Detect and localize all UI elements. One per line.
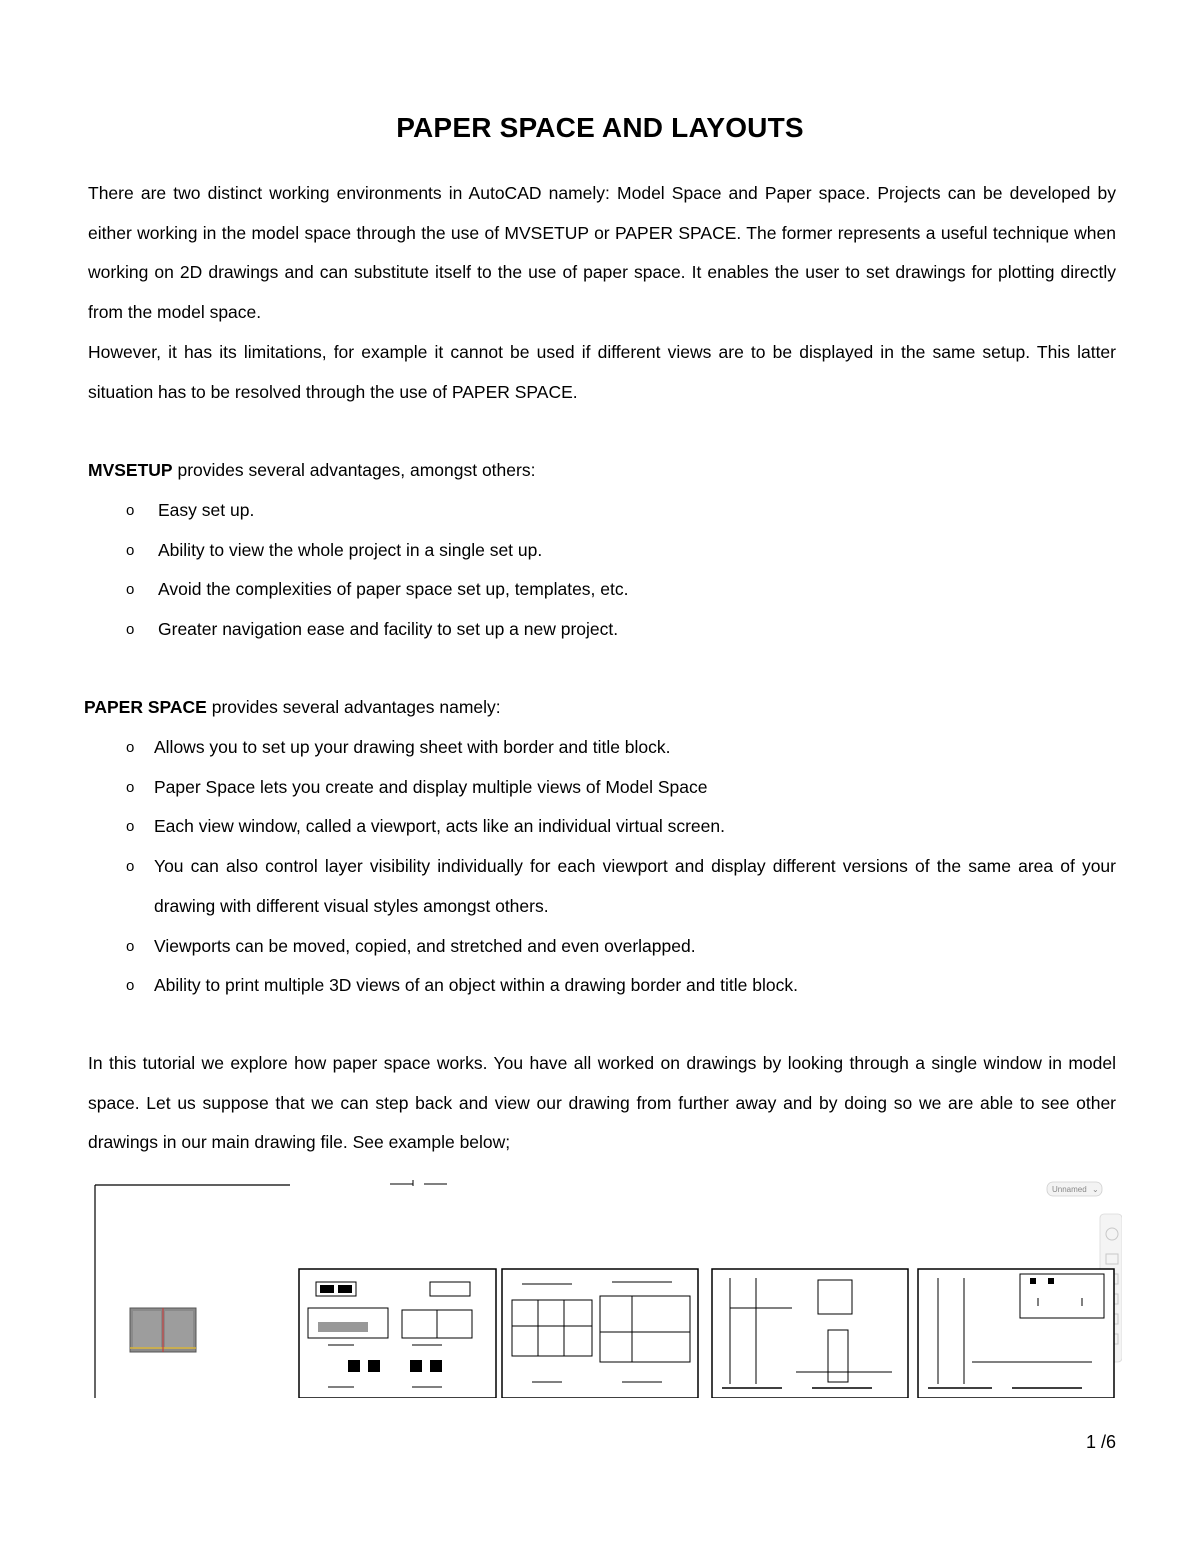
list-item: o Easy set up.	[126, 491, 1116, 531]
page-number: 1 /6	[1085, 1432, 1116, 1452]
mvsetup-heading	[88, 451, 535, 491]
paper-space-advantages-list	[126, 728, 1116, 1006]
paper-space-heading-text: provides several advantages namely:	[206, 697, 501, 717]
bullet-icon: o	[126, 937, 135, 955]
list-item: o Paper Space lets you create and display multiple views of Model Space	[126, 768, 1116, 808]
bullet-icon: o	[126, 541, 135, 559]
list-item: o Ability to print multiple 3D views of an object within a drawing border and title block.	[126, 966, 1116, 1006]
paper-space-heading-bold: PAPER SPACE	[84, 697, 207, 717]
svg-text:⌄: ⌄	[1092, 1185, 1099, 1194]
drawing-sheet-1	[299, 1269, 496, 1398]
bullet-icon: o	[126, 739, 135, 756]
paper-space-heading	[84, 688, 501, 728]
intro-paragraph-1: There are two distinct working environments in AutoCAD namely: Model Space and Paper space. Projects can be developed by either working in the model space through the use of MVSETUP or PAPER SPACE. The former represents a useful technique when working on 2D drawings and can substitute itself to the use of paper space. It enables the user to set drawings for plotting directly from the model space.	[88, 183, 1116, 323]
intro-paragraph-2: However, it has its limitations, for example it cannot be used if different views are to be displayed in the same setup. This latter situation has to be resolved through the use of PAPER SPACE.	[88, 342, 1116, 402]
bullet-icon: o	[126, 977, 135, 995]
bullet-icon: o	[126, 818, 135, 836]
drawing-sheet-4	[918, 1269, 1114, 1398]
list-item: o Each view window, called a viewport, acts like an individual virtual screen.	[126, 807, 1116, 847]
list-item: o Greater navigation ease and facility to set up a new project.	[126, 610, 1116, 650]
mvsetup-heading-text: provides several advantages, amongst others:	[172, 460, 536, 480]
bullet-icon: o	[126, 581, 135, 599]
list-item: o Ability to view the whole project in a single set up.	[126, 531, 1116, 571]
tutorial-paragraph: In this tutorial we explore how paper space works. You have all worked on drawings by looking through a single window in model space. Let us suppose that we can step back and view our drawing from further away and by doing so we are able to see other drawings in our main drawing file. See example below;	[88, 1053, 1116, 1153]
bullet-icon: o	[126, 778, 135, 796]
list-item: o Allows you to set up your drawing sheet with border and title block.	[126, 728, 1116, 768]
list-item: o You can also control layer visibility individually for each viewport and display different versions of the same area of your drawing with different visual styles amongst others.	[126, 847, 1116, 926]
list-item: o Avoid the complexities of paper space set up, templates, etc.	[126, 570, 1116, 610]
bullet-icon: o	[126, 502, 135, 519]
bullet-icon: o	[126, 858, 135, 876]
list-item: o Viewports can be moved, copied, and stretched and even overlapped.	[126, 927, 1116, 967]
view-name-label: Unnamed	[1052, 1185, 1087, 1194]
bullet-icon: o	[126, 621, 135, 639]
autocad-screenshot-figure	[92, 1162, 1122, 1398]
mvsetup-heading-bold: MVSETUP	[88, 460, 173, 480]
page-title: PAPER SPACE AND LAYOUTS	[396, 112, 804, 143]
drawing-sheet-2	[502, 1269, 698, 1398]
drawing-sheet-3	[712, 1269, 908, 1398]
mvsetup-advantages-list	[126, 491, 1116, 650]
drawing-sheets-illustration	[92, 1162, 1122, 1398]
